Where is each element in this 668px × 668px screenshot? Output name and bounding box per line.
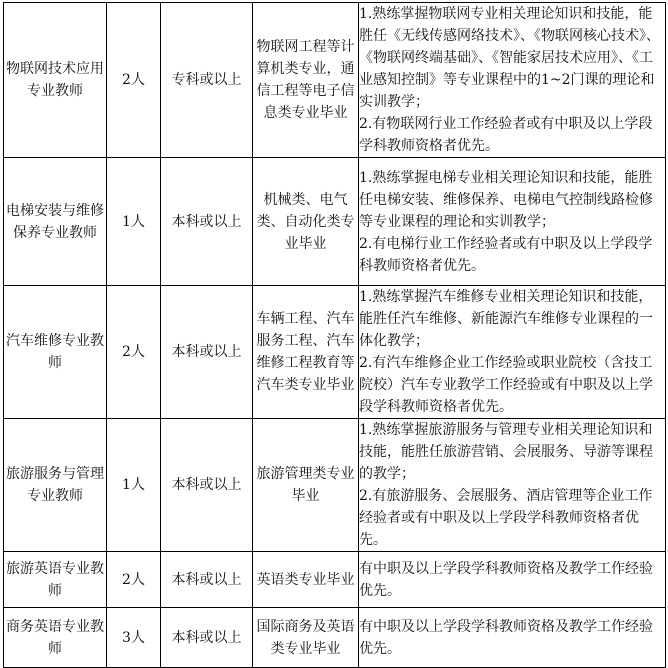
position-cell: 旅游英语专业教师 [4,552,107,608]
requirements-cell [359,608,666,668]
education-cell: 本科或以上 [161,608,253,668]
table-row [4,419,666,552]
education-cell: 本科或以上 [161,552,253,608]
recruitment-table [3,2,666,668]
requirements-cell [359,552,666,608]
major-cell: 旅游管理类专业毕业 [253,419,359,552]
requirements-cell [359,286,666,419]
requirements-cell [359,158,666,286]
position-cell: 旅游服务与管理专业教师 [4,419,107,552]
requirement-item: 2.有物联网行业工作经验者或有中职及以上学段学科教师资格者优先。 [359,116,653,154]
table-row [4,608,666,668]
major-cell: 英语类专业毕业 [253,552,359,608]
position-cell: 电梯安装与维修保养专业教师 [4,158,107,286]
requirement-item: 有中职及以上学段学科教师资格及教学工作经验优先。 [359,560,653,599]
position-cell: 汽车维修专业教师 [4,286,107,419]
headcount-cell: 3人 [107,608,161,668]
headcount-cell: 1人 [107,419,161,552]
requirement-item: 2.有电梯行业工作经验者或有中职及以上学段学科教师资格者优先。 [359,235,653,274]
headcount-cell: 2人 [107,552,161,608]
education-cell: 专科或以上 [161,3,253,158]
headcount-cell: 2人 [107,3,161,158]
education-cell: 本科或以上 [161,286,253,419]
headcount-cell: 2人 [107,286,161,419]
requirement-item: 1.熟练掌握汽车维修专业相关理论知识和技能，能胜任汽车维修、新能源汽车维修专业课程的一体化教学； [359,289,653,349]
education-cell: 本科或以上 [161,158,253,286]
requirements-cell [359,419,666,552]
major-cell: 国际商务及英语类专业毕业 [253,608,359,668]
requirement-item: 1.熟练掌握物联网专业相关理论知识和技能，能胜任《无线传感网络技术》、《物联网核心技术》、《物联网终端基础》、《智能家居技术应用》、《工业感知控制》等专业课程中的1~2门课的理论和实训教学； [359,6,660,110]
requirements-cell [359,3,666,158]
major-cell: 机械类、电气类、自动化类专业毕业 [253,158,359,286]
table-row [4,3,666,158]
requirement-item: 1.熟练掌握电梯专业相关理论知识和技能，能胜任电梯安装、维修保养、电梯电气控制线路检修等专业课程的理论和实训教学； [359,169,653,230]
requirement-item: 有中职及以上学段学科教师资格及教学工作经验优先。 [359,618,653,657]
requirement-item: 2.有旅游服务、会展服务、酒店管理等企业工作经验者或有中职及以上学段学科教师资格者优先。 [359,488,653,548]
requirement-item: 2.有汽车维修企业工作经验或职业院校（含技工院校）汽车专业教学工作经验或有中职及以上学段学科教师资格者优先。 [359,355,653,415]
requirement-item: 1.熟练掌握旅游服务与管理专业相关理论知识和技能，能胜任旅游营销、会展服务、导游等课程的教学； [359,422,653,482]
position-cell: 商务英语专业教师 [4,608,107,668]
headcount-cell: 1人 [107,158,161,286]
position-cell: 物联网技术应用专业教师 [4,3,107,158]
major-cell: 车辆工程、汽车服务工程、汽车维修工程教育等汽车类专业毕业 [253,286,359,419]
table-row [4,286,666,419]
table-row [4,552,666,608]
major-cell: 物联网工程等计算机类专业，通信工程等电子信息类专业毕业 [253,3,359,158]
education-cell: 本科或以上 [161,419,253,552]
table-row [4,158,666,286]
